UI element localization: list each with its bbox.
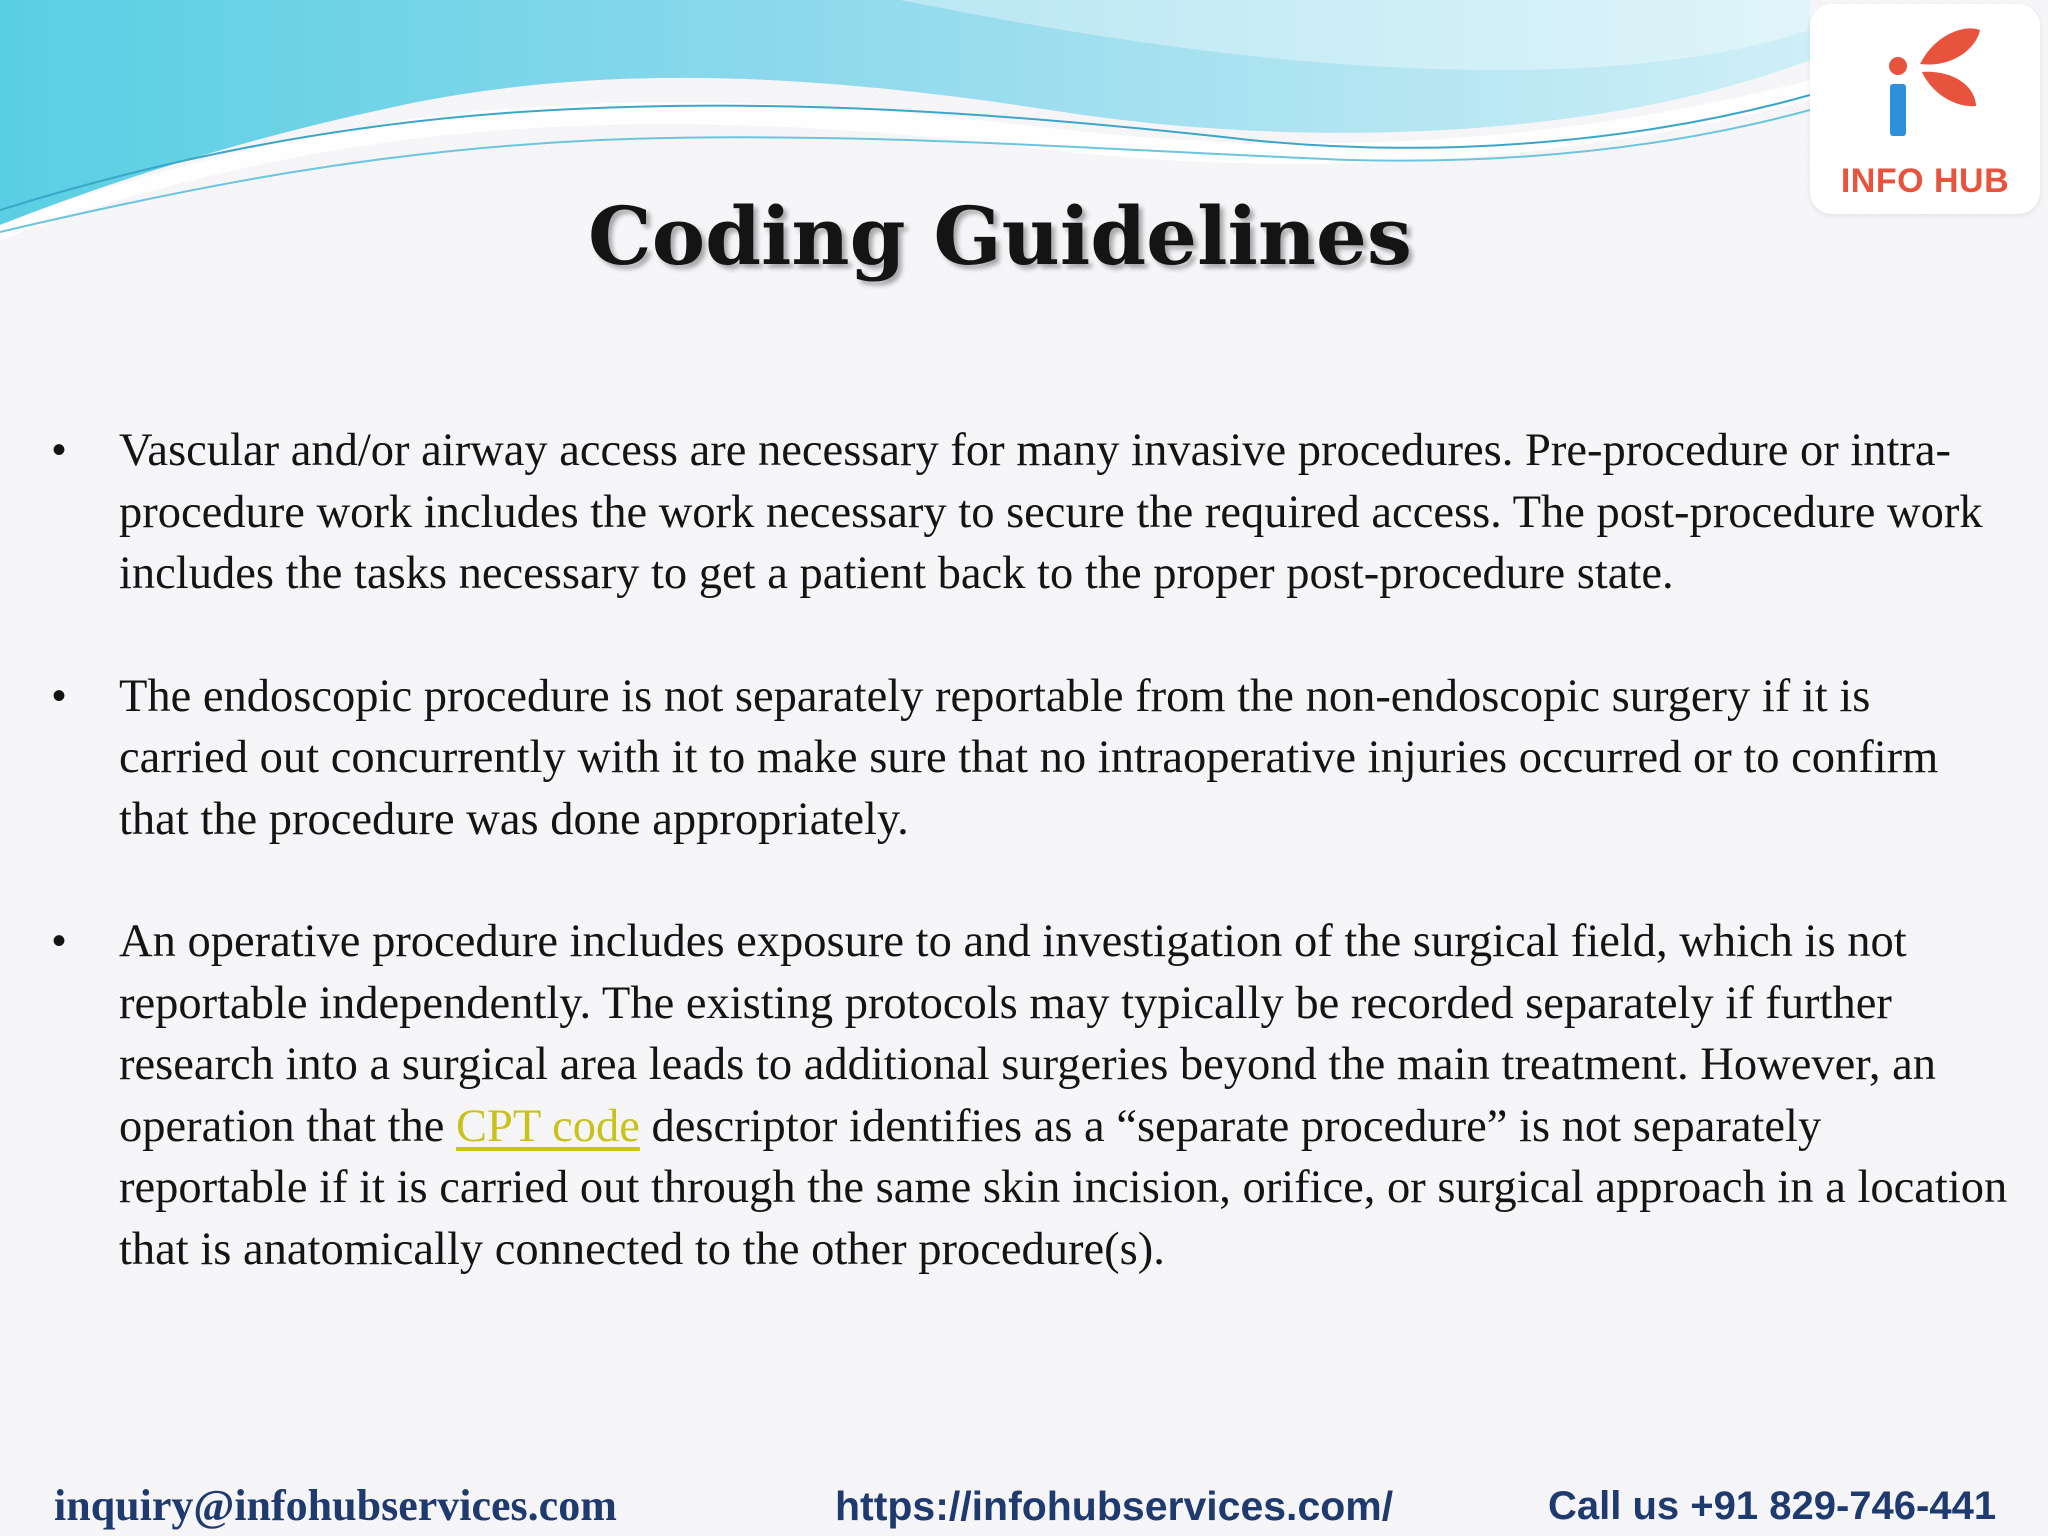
bullet-item	[50, 911, 2010, 1280]
bullet-item	[50, 420, 2010, 605]
bullet-text: Vascular and/or airway access are necessary for many invasive procedures. Pre-procedure or intra-procedure work includes the work necessary to secure the required access. The post-procedure work includes the tasks necessary to get a patient back to the proper post-procedure state.	[119, 425, 1983, 599]
logo-text: INFO HUB	[1840, 162, 2010, 200]
page-title: Coding Guidelines	[588, 189, 1412, 283]
footer-website-link[interactable]: https://infohubservices.com/	[835, 1483, 1394, 1529]
cpt-code-link[interactable]: CPT code	[456, 1100, 640, 1152]
bullet-text: The endoscopic procedure is not separately reportable from the non-endoscopic surgery if it is carried out concurrently with it to make sure that no intraoperative injuries occurred or to confirm that the procedure was done appropriately.	[119, 670, 1939, 845]
info-hub-logo	[1810, 4, 2040, 214]
footer	[0, 1476, 2048, 1536]
info-hub-logo-icon	[1880, 24, 1990, 144]
bullet-point-icon: •	[52, 428, 67, 472]
bullet-list	[50, 420, 2010, 1341]
bullet-point-icon: •	[52, 919, 67, 963]
bullet-point-icon: •	[52, 673, 67, 718]
bullet-text-after-link: descriptor identifies as a “separate procedure” is not separately reportable if it is carried out through the same skin incision, orifice, or surgical approach in a location that is anatomically connected to the other procedure(s).	[119, 1100, 2008, 1275]
bullet-text	[119, 916, 2007, 1275]
footer-phone: Call us +91 829-746-441	[1548, 1484, 1997, 1528]
footer-email-link[interactable]: inquiry@infohubservices.com	[54, 1481, 617, 1530]
bullet-text-before-link: An operative procedure includes exposure to and investigation of the surgical field, which is not reportable independently. The existing protocols may typically be recorded separately if further research into a surgical area leads to additional surgeries beyond the main treatment. However, an operation that the	[119, 916, 1936, 1152]
bullet-item	[50, 666, 2010, 851]
